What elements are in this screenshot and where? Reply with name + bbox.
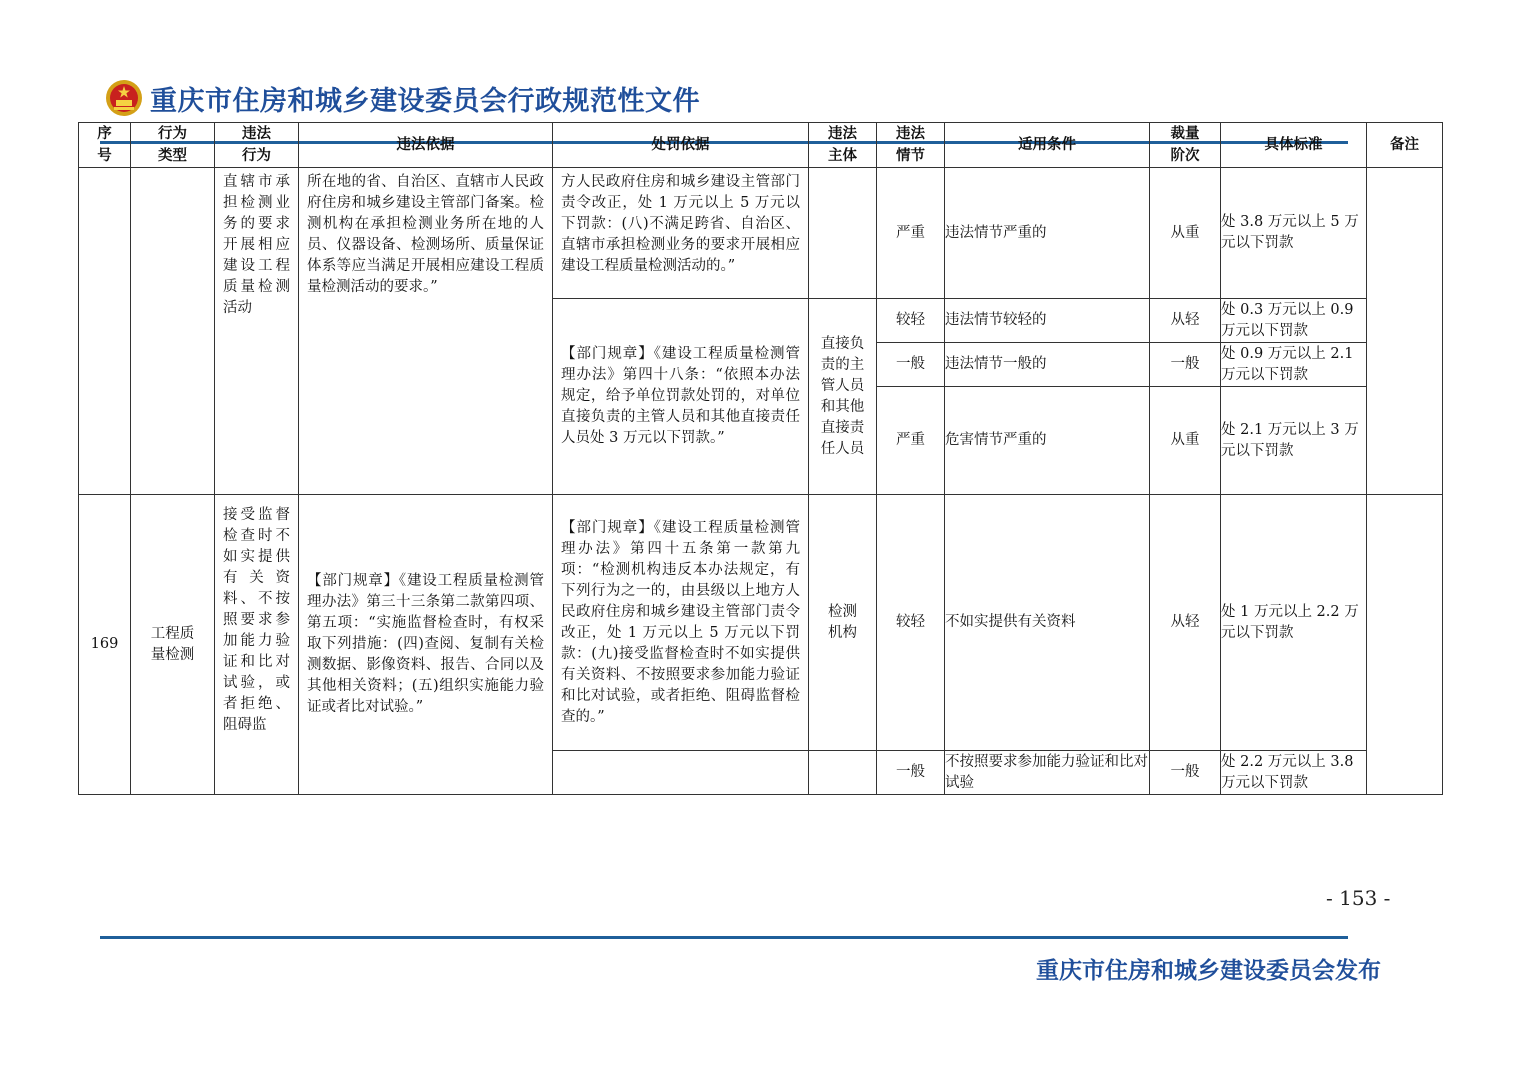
condition-cell: 不如实提供有关资料 xyxy=(945,495,1150,751)
header-cell: 违法依据 xyxy=(299,123,553,168)
standard-cell: 处 1 万元以上 2.2 万元以下罚款 xyxy=(1221,495,1367,751)
document-header xyxy=(104,76,700,120)
level-cell: 从轻 xyxy=(1150,495,1221,751)
violation-cell: 接受监督检查时不如实提供有关资料、不按照要求参加能力验证和比对试验，或者拒绝、阻碍监 xyxy=(215,495,299,795)
level-cell: 一般 xyxy=(1150,751,1221,795)
standard-cell: 处 3.8 万元以上 5 万元以下罚款 xyxy=(1221,168,1367,299)
condition-cell: 违法情节较轻的 xyxy=(945,299,1150,343)
standard-cell: 处 0.3 万元以上 0.9 万元以下罚款 xyxy=(1221,299,1367,343)
condition-cell: 危害情节严重的 xyxy=(945,387,1150,495)
header-cell: 具体标准 xyxy=(1221,123,1367,168)
level-cell: 一般 xyxy=(1150,343,1221,387)
type-cell xyxy=(131,168,215,495)
remark-cell xyxy=(1367,495,1443,795)
standard-cell: 处 2.1 万元以上 3 万元以下罚款 xyxy=(1221,387,1367,495)
subject-cell xyxy=(809,168,877,299)
header-cell: 处罚依据 xyxy=(553,123,809,168)
condition-cell: 不按照要求参加能力验证和比对试验 xyxy=(945,751,1150,795)
header-cell: 序 号 xyxy=(79,123,131,168)
severity-cell: 一般 xyxy=(877,343,945,387)
footer-rule xyxy=(100,936,1348,939)
header-cell: 裁量 阶次 xyxy=(1150,123,1221,168)
header-cell: 违法 行为 xyxy=(215,123,299,168)
penalty-cell xyxy=(553,751,809,795)
standard-cell: 处 2.2 万元以上 3.8 万元以下罚款 xyxy=(1221,751,1367,795)
remark-cell xyxy=(1367,168,1443,495)
table-header-row xyxy=(79,123,1443,168)
condition-cell: 违法情节一般的 xyxy=(945,343,1150,387)
severity-cell: 较轻 xyxy=(877,299,945,343)
severity-cell: 严重 xyxy=(877,387,945,495)
number-cell xyxy=(79,168,131,495)
header-cell: 适用条件 xyxy=(945,123,1150,168)
publisher-name: 重庆市住房和城乡建设委员会发布 xyxy=(1036,958,1381,984)
severity-cell: 较轻 xyxy=(877,495,945,751)
level-cell: 从重 xyxy=(1150,387,1221,495)
condition-cell: 违法情节严重的 xyxy=(945,168,1150,299)
table-row xyxy=(79,168,1443,299)
subject-cell xyxy=(809,751,877,795)
penalty-table xyxy=(78,122,1443,795)
number-cell: 169 xyxy=(79,495,131,795)
penalty-cell: 方人民政府住房和城乡建设主管部门责令改正，处 1 万元以上 5 万元以下罚款：(八)不满足跨省、自治区、直辖市承担检测业务的要求开展相应建设工程质量检测活动的。” xyxy=(553,168,809,299)
document-title: 重庆市住房和城乡建设委员会行政规范性文件 xyxy=(150,85,700,117)
header-cell: 行为 类型 xyxy=(131,123,215,168)
basis-cell: 所在地的省、自治区、直辖市人民政府住房和城乡建设主管部门备案。检测机构在承担检测业务所在地的人员、仪器设备、检测场所、质量保证体系等应当满足开展相应建设工程质量检测活动的要求。” xyxy=(299,168,553,495)
penalty-cell: 【部门规章】《建设工程质量检测管理办法》第四十八条：“依照本办法规定，给予单位罚款处罚的，对单位直接负责的主管人员和其他直接责任人员处 3 万元以下罚款。” xyxy=(553,299,809,495)
penalty-cell: 【部门规章】《建设工程质量检测管理办法》第四十五条第一款第九项：“检测机构违反本办法规定，有下列行为之一的，由县级以上地方人民政府住房和城乡建设主管部门责令改正，处 1 万元以上 5 万元以下罚款：(九)接受监督检查时不如实提供有关资料、不按照要求参加能力验证和比对试验，或者拒绝、阻碍监督检查的。” xyxy=(553,495,809,751)
violation-cell: 直辖市承担检测业务的要求开展相应建设工程质量检测活动 xyxy=(215,168,299,495)
type-cell: 工程质量检测 xyxy=(131,495,215,795)
header-cell: 违法 情节 xyxy=(877,123,945,168)
severity-cell: 一般 xyxy=(877,751,945,795)
national-emblem-icon xyxy=(104,78,144,118)
subject-cell: 直接负责的主管人员和其他直接责任人员 xyxy=(809,299,877,495)
level-cell: 从重 xyxy=(1150,168,1221,299)
table-row xyxy=(79,495,1443,751)
header-cell: 备注 xyxy=(1367,123,1443,168)
standard-cell: 处 0.9 万元以上 2.1 万元以下罚款 xyxy=(1221,343,1367,387)
page-number: - 153 - xyxy=(1326,886,1391,910)
subject-cell: 检测机构 xyxy=(809,495,877,751)
severity-cell: 严重 xyxy=(877,168,945,299)
level-cell: 从轻 xyxy=(1150,299,1221,343)
header-cell: 违法 主体 xyxy=(809,123,877,168)
basis-cell: 【部门规章】《建设工程质量检测管理办法》第三十三条第二款第四项、第五项：“实施监督检查时，有权采取下列措施：(四)查阅、复制有关检测数据、影像资料、报告、合同以及其他相关资料；(五)组织实施能力验证或者比对试验。” xyxy=(299,495,553,795)
